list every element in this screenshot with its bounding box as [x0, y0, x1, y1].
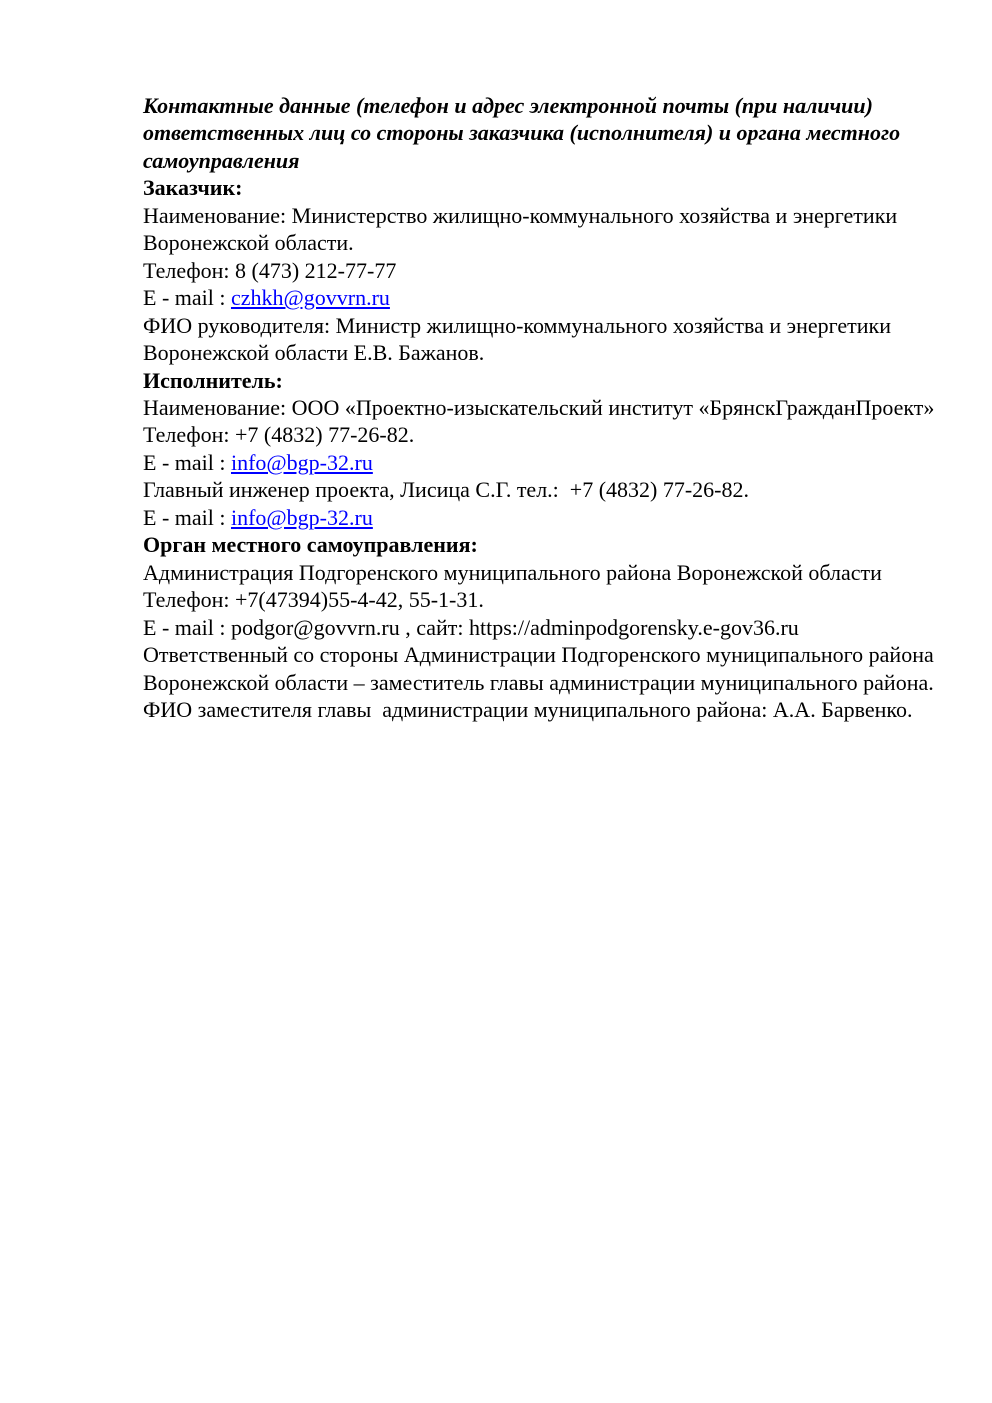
contractor-engineer-line: Главный инженер проекта, Лисица С.Г. тел.: +7 (4832) 77-26-82.	[143, 477, 749, 503]
email-label: E - mail :	[143, 504, 231, 530]
customer-email-line	[143, 284, 934, 311]
heading-line: самоуправления	[143, 147, 300, 173]
heading	[143, 92, 934, 174]
email-label: E - mail :	[143, 285, 231, 311]
customer-email-link[interactable]: czhkh@govvrn.ru	[230, 285, 390, 311]
contractor-label: Исполнитель:	[143, 367, 283, 393]
local-government-label: Орган местного самоуправления:	[143, 532, 478, 558]
local-government-responsible-line: Воронежской области – заместитель главы администрации муниципального района.	[143, 669, 934, 695]
customer-name-line: Воронежской области.	[143, 230, 354, 256]
customer-head-line: Воронежской области Е.В. Бажанов.	[143, 340, 485, 366]
contractor-email-link[interactable]: info@bgp-32.ru	[230, 449, 373, 475]
text-block	[143, 92, 934, 723]
local-government-name-line: Администрация Подгоренского муниципального района Воронежской области	[143, 559, 882, 585]
local-government-section	[143, 531, 934, 723]
contractor-email2-link[interactable]: info@bgp-32.ru	[230, 504, 373, 530]
heading-line: ответственных лиц со стороны заказчика (исполнителя) и органа местного	[143, 120, 901, 146]
heading-line: Контактные данные (телефон и адрес электронной почты (при наличии)	[143, 93, 873, 118]
contractor-name-line: Наименование: ООО «Проектно-изыскательский институт «БрянскГражданПроект»	[143, 394, 935, 420]
local-government-responsible-line: Ответственный со стороны Администрации Подгоренского муниципального района	[143, 642, 934, 668]
customer-section	[143, 174, 934, 366]
local-government-email-site-line: E - mail : podgor@govvrn.ru , сайт: https://adminpodgorensky.e-gov36.ru	[143, 614, 799, 640]
email-label: E - mail :	[143, 449, 231, 475]
contractor-email2-line	[143, 504, 934, 531]
customer-head-line: ФИО руководителя: Министр жилищно-коммунального хозяйства и энергетики	[143, 312, 891, 338]
customer-label: Заказчик:	[143, 175, 243, 201]
contractor-phone-line: Телефон: +7 (4832) 77-26-82.	[143, 422, 415, 448]
local-government-deputy-line: ФИО заместителя главы администрации муниципального района: А.А. Барвенко.	[143, 696, 913, 722]
customer-phone-line: Телефон: 8 (473) 212-77-77	[143, 257, 397, 283]
customer-name-line: Наименование: Министерство жилищно-коммунального хозяйства и энергетики	[143, 202, 898, 228]
local-government-phone-line: Телефон: +7(47394)55-4-42, 55-1-31.	[143, 587, 484, 613]
contractor-email-line	[143, 449, 934, 476]
contractor-section	[143, 367, 934, 532]
